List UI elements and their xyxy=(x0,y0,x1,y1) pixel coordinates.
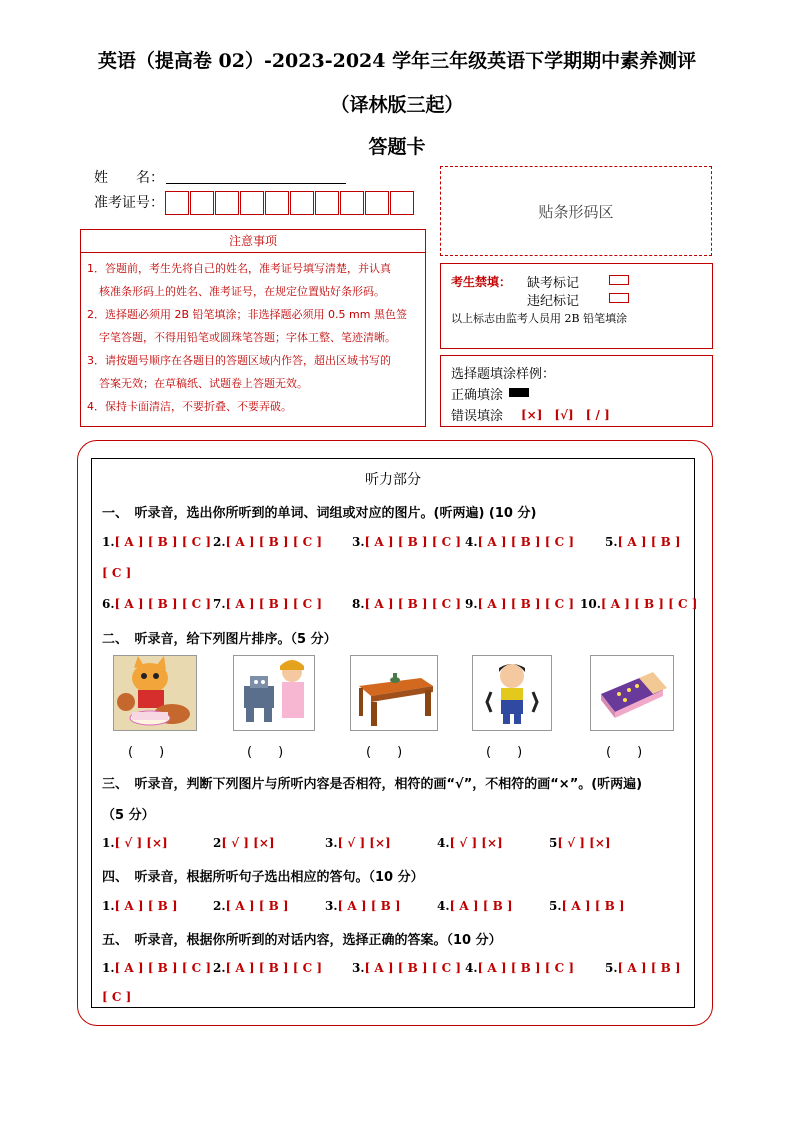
missing-exam-label: 缺考标记 xyxy=(527,276,580,291)
question-number: 2. xyxy=(213,961,226,975)
question-number: 2. xyxy=(213,899,226,913)
notice-item: 2．选择题必须用 2B 铅笔填涂；非选择题必须用 0.5 mm 黑色签 xyxy=(87,308,407,321)
section1-heading: 一、 听录音，选出你所听到的单词、词组或对应的图片。(听两遍) (10 分) xyxy=(102,506,537,521)
notice-item: 1．答题前，考生先将自己的姓名，准考证号填写清楚，并认真 xyxy=(87,262,391,275)
question-number: 3. xyxy=(352,535,365,549)
answer-options[interactable]: [ √ ] [×] xyxy=(114,836,168,850)
exam-subtitle: （译林版三起） xyxy=(330,94,464,116)
dialog-question-3[interactable] xyxy=(352,961,461,975)
listening-title: 听力部分 xyxy=(365,472,421,488)
violation-mark[interactable] xyxy=(609,293,629,303)
question-number: 5. xyxy=(549,899,562,913)
question-number: 4. xyxy=(437,899,450,913)
correct-fill-sample xyxy=(509,388,529,397)
picture-cat-cake xyxy=(113,655,197,731)
judge-question-5[interactable] xyxy=(549,836,611,850)
question-number: 4. xyxy=(465,535,478,549)
id-digit-box[interactable] xyxy=(390,191,414,215)
question-number: 3. xyxy=(352,961,365,975)
answer-options[interactable]: [ A ] [ B ] xyxy=(617,961,681,975)
barcode-label: 贴条形码区 xyxy=(538,203,614,221)
question-10[interactable] xyxy=(580,597,697,611)
answer-options[interactable]: [ √ ] [×] xyxy=(221,836,275,850)
order-blank-4[interactable]: ( ) xyxy=(486,745,523,760)
question-number: 1. xyxy=(102,535,115,549)
question-1[interactable] xyxy=(102,535,211,549)
response-question-1[interactable] xyxy=(102,899,178,913)
question-number: 3. xyxy=(325,836,338,850)
section3-heading: 三、 听录音，判断下列图片与所听内容是否相符，相符的画“√”，不相符的画“×”。(听两遍) xyxy=(102,777,643,792)
answer-options[interactable]: [ A ] [ B ] [ C ] xyxy=(225,961,323,975)
notice-item: 4．保持卡面清洁，不要折叠、不要弄破。 xyxy=(87,400,292,413)
response-question-4[interactable] xyxy=(437,899,513,913)
answer-options[interactable]: [ A ] [ B ] [ C ] xyxy=(364,961,462,975)
answer-options[interactable]: [ A ] [ B ] [ C ] xyxy=(114,597,212,611)
answer-options[interactable]: [ √ ] [×] xyxy=(557,836,611,850)
answer-options[interactable]: [ A ] [ B ] xyxy=(561,899,625,913)
id-digit-box[interactable] xyxy=(190,191,214,215)
violation-label: 违纪标记 xyxy=(527,294,580,309)
wrong-fill-label: 错误填涂 xyxy=(451,409,504,424)
answer-options[interactable]: [ A ] [ B ] [ C ] xyxy=(364,597,462,611)
question-number: 8. xyxy=(352,597,365,611)
question-number: 9. xyxy=(465,597,478,611)
dialog-question-4[interactable] xyxy=(465,961,574,975)
question-number: 2. xyxy=(213,535,226,549)
proctor-label: 考生禁填： xyxy=(451,275,512,289)
order-blank-5[interactable]: ( ) xyxy=(606,745,643,760)
question-number: 10. xyxy=(580,597,601,611)
answer-options[interactable]: [ A ] [ B ] xyxy=(337,899,401,913)
notice-item: 核准条形码上的姓名、准考证号，在规定位置贴好条形码。 xyxy=(99,285,385,298)
judge-question-4[interactable] xyxy=(437,836,503,850)
missing-exam-mark[interactable] xyxy=(609,275,629,285)
question-2[interactable] xyxy=(213,535,322,549)
picture-eraser xyxy=(590,655,674,731)
dialog-question-2[interactable] xyxy=(213,961,322,975)
question-number: 5 xyxy=(549,836,558,850)
notice-item: 3．请按题号顺序在各题目的答题区域内作答，超出区域书写的 xyxy=(87,354,391,367)
dialog-question-1[interactable] xyxy=(102,961,211,975)
proctor-box xyxy=(440,263,713,349)
picture-boy xyxy=(472,655,552,731)
notice-item: 答案无效；在草稿纸、试题卷上答题无效。 xyxy=(99,377,308,390)
answer-options[interactable]: [ A ] [ B ] [ C ] xyxy=(600,597,698,611)
order-blank-1[interactable]: ( ) xyxy=(128,745,165,760)
wrong-fill-samples: [×] [√] [ / ] xyxy=(521,408,610,422)
question-6[interactable] xyxy=(102,597,211,611)
answer-options[interactable]: [ A ] [ B ] [ C ] xyxy=(114,535,212,549)
picture-table xyxy=(350,655,438,731)
order-blank-3[interactable]: ( ) xyxy=(366,745,403,760)
question-5[interactable] xyxy=(605,535,681,549)
answer-options[interactable]: [ √ ] [×] xyxy=(449,836,503,850)
question-number: 4. xyxy=(437,836,450,850)
judge-question-3[interactable] xyxy=(325,836,391,850)
question-number: 6. xyxy=(102,597,115,611)
exam-title: 英语（提高卷 02）-2023-2024 学年三年级英语下学期期中素养测评 xyxy=(97,50,697,72)
question-8[interactable] xyxy=(352,597,461,611)
name-field[interactable] xyxy=(166,183,346,184)
answer-options[interactable]: [ A ] [ B ] [ C ] xyxy=(225,597,323,611)
fill-sample-box xyxy=(440,355,713,427)
question-number: 2 xyxy=(213,836,222,850)
id-digit-box[interactable] xyxy=(240,191,264,215)
section3-score: （5 分） xyxy=(102,808,155,823)
id-digit-box[interactable] xyxy=(315,191,339,215)
question-number: 1. xyxy=(102,961,115,975)
answer-card-title: 答题卡 xyxy=(368,136,426,158)
question-number: 4. xyxy=(465,961,478,975)
question-number: 3. xyxy=(325,899,338,913)
id-digit-box[interactable] xyxy=(165,191,189,215)
judge-question-1[interactable] xyxy=(102,836,168,850)
answer-options[interactable]: [ A ] [ B ] xyxy=(449,899,513,913)
correct-fill-label: 正确填涂 xyxy=(451,388,504,403)
response-question-5[interactable] xyxy=(549,899,625,913)
question-number: 5. xyxy=(605,961,618,975)
id-digit-box[interactable] xyxy=(340,191,364,215)
dialog-question-5[interactable] xyxy=(605,961,681,975)
id-digit-box[interactable] xyxy=(265,191,289,215)
answer-options[interactable]: [ A ] [ B ] xyxy=(225,899,289,913)
dialog-question-5-option-c[interactable]: [ C ] xyxy=(102,990,132,1004)
answer-options[interactable]: [ √ ] [×] xyxy=(337,836,391,850)
question-number: 7. xyxy=(213,597,226,611)
answer-options[interactable]: [ A ] [ B ] [ C ] xyxy=(477,961,575,975)
id-number-boxes[interactable] xyxy=(165,191,415,215)
id-digit-box[interactable] xyxy=(215,191,239,215)
barcode-area xyxy=(440,166,712,256)
sample-title: 选择题填涂样例： xyxy=(451,367,556,382)
judge-question-2[interactable] xyxy=(213,836,275,850)
question-9[interactable] xyxy=(465,597,574,611)
notice-title: 注意事项 xyxy=(81,230,425,253)
answer-options[interactable]: [ A ] [ B ] xyxy=(114,899,178,913)
order-blank-2[interactable]: ( ) xyxy=(247,745,284,760)
name-label: 姓 名： xyxy=(94,170,164,186)
section5-heading: 五、 听录音，根据你所听到的对话内容，选择正确的答案。（10 分） xyxy=(102,933,502,948)
picture-girl-robot xyxy=(233,655,315,731)
notice-box xyxy=(80,229,426,427)
answer-options[interactable]: [ A ] [ B ] [ C ] xyxy=(364,535,462,549)
notice-item: 字笔答题，不得用铅笔或圆珠笔答题；字体工整、笔迹清晰。 xyxy=(99,331,396,344)
response-question-3[interactable] xyxy=(325,899,401,913)
id-digit-box[interactable] xyxy=(290,191,314,215)
question-number: 5. xyxy=(605,535,618,549)
section4-heading: 四、 听录音，根据所听句子选出相应的答句。（10 分） xyxy=(102,870,424,885)
id-label: 准考证号： xyxy=(94,195,164,211)
proctor-note: 以上标志由监考人员用 2B 铅笔填涂 xyxy=(451,312,628,325)
question-3[interactable] xyxy=(352,535,461,549)
question-number: 1. xyxy=(102,836,115,850)
id-digit-box[interactable] xyxy=(365,191,389,215)
question-4[interactable] xyxy=(465,535,574,549)
answer-options[interactable]: [ A ] [ B ] [ C ] xyxy=(477,597,575,611)
section2-heading: 二、 听录音，给下列图片排序。（5 分） xyxy=(102,632,337,647)
answer-options[interactable]: [ A ] [ B ] xyxy=(617,535,681,549)
question-5-option-c[interactable]: [ C ] xyxy=(102,566,132,580)
response-question-2[interactable] xyxy=(213,899,289,913)
answer-options[interactable]: [ A ] [ B ] [ C ] xyxy=(114,961,212,975)
answer-options[interactable]: [ A ] [ B ] [ C ] xyxy=(477,535,575,549)
question-7[interactable] xyxy=(213,597,322,611)
question-number: 1. xyxy=(102,899,115,913)
answer-options[interactable]: [ A ] [ B ] [ C ] xyxy=(225,535,323,549)
